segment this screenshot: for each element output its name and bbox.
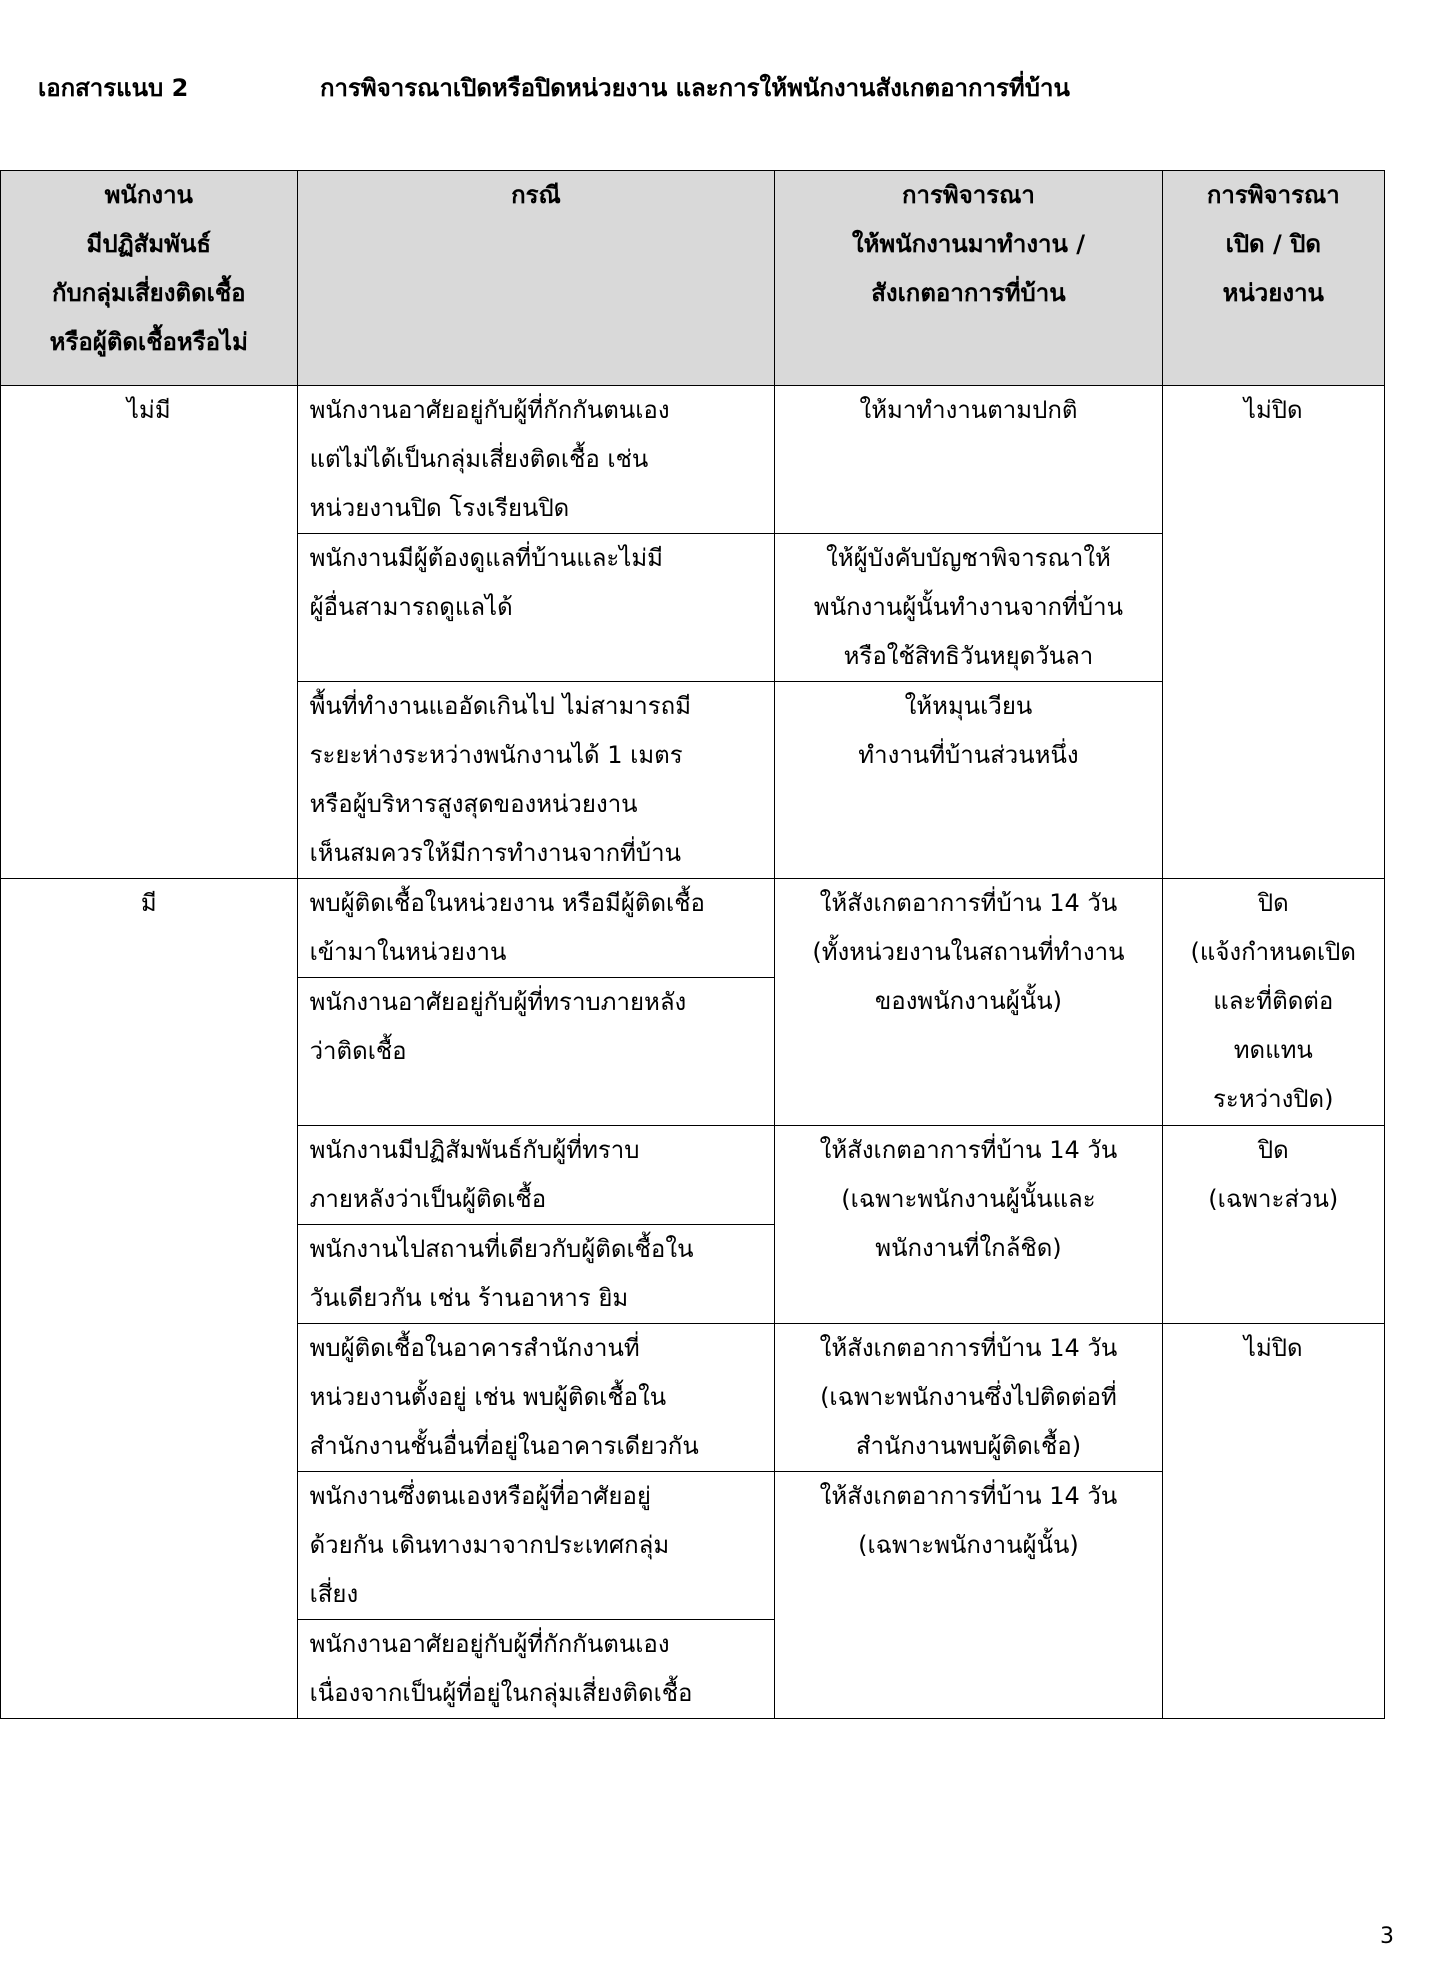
case-cell: พบผู้ติดเชื้อในหน่วยงาน หรือมีผู้ติดเชื้อ เข้ามาในหน่วยงาน <box>297 879 775 978</box>
group-label-no: ไม่มี <box>1 386 298 879</box>
table-row <box>1 879 1385 978</box>
case-cell: พนักงานมีผู้ต้องดูแลที่บ้านและไม่มี ผู้อื่นสามารถดูแลได้ <box>297 534 775 682</box>
table-row <box>1 386 1385 534</box>
decision-cell: ให้สังเกตอาการที่บ้าน 14 วัน (เฉพาะพนักงานซึ่งไปติดต่อที่ สำนักงานพบผู้ติดเชื้อ) <box>775 1324 1162 1472</box>
decision-cell: ให้ผู้บังคับบัญชาพิจารณาให้ พนักงานผู้นั้นทำงานจากที่บ้าน หรือใช้สิทธิวันหยุดวันลา <box>775 534 1162 682</box>
closure-cell: ปิด (เฉพาะส่วน) <box>1162 1126 1384 1324</box>
case-cell: พนักงานไปสถานที่เดียวกับผู้ติดเชื้อใน วันเดียวกัน เช่น ร้านอาหาร ยิม <box>297 1225 775 1324</box>
column-header-closure-decision: การพิจารณา เปิด / ปิด หน่วยงาน <box>1162 171 1384 386</box>
case-cell: พบผู้ติดเชื้อในอาคารสำนักงานที่ หน่วยงานตั้งอยู่ เช่น พบผู้ติดเชื้อใน สำนักงานชั้นอื่นที่อยู่ในอาคารเดียวกัน <box>297 1324 775 1472</box>
decision-cell: ให้สังเกตอาการที่บ้าน 14 วัน (เฉพาะพนักงานผู้นั้น) <box>775 1472 1162 1719</box>
closure-cell: ไม่ปิด <box>1162 1324 1384 1719</box>
decision-cell: ให้มาทำงานตามปกติ <box>775 386 1162 534</box>
attachment-ref: เอกสารแนบ 2 <box>38 74 189 102</box>
document-title: การพิจารณาเปิดหรือปิดหน่วยงาน และการให้พนักงานสังเกตอาการที่บ้าน <box>320 74 1070 102</box>
decision-cell: ให้หมุนเวียน ทำงานที่บ้านส่วนหนึ่ง <box>775 682 1162 879</box>
column-header-interaction: พนักงาน มีปฏิสัมพันธ์ กับกลุ่มเสี่ยงติดเชื้อ หรือผู้ติดเชื้อหรือไม่ <box>1 171 298 386</box>
column-header-work-decision: การพิจารณา ให้พนักงานมาทำงาน / สังเกตอาการที่บ้าน <box>775 171 1162 386</box>
closure-cell: ไม่ปิด <box>1162 386 1384 879</box>
group-label-yes: มี <box>1 879 298 1719</box>
case-cell: พนักงานซึ่งตนเองหรือผู้ที่อาศัยอยู่ ด้วยกัน เดินทางมาจากประเทศกลุ่ม เสี่ยง <box>297 1472 775 1620</box>
case-cell: พนักงานอาศัยอยู่กับผู้ที่กักกันตนเอง แต่ไม่ได้เป็นกลุ่มเสี่ยงติดเชื้อ เช่น หน่วยงานปิด โรงเรียนปิด <box>297 386 775 534</box>
page-number: 3 <box>1380 1924 1394 1949</box>
document-header <box>38 68 1398 114</box>
column-header-case: กรณี <box>297 171 775 386</box>
consideration-table <box>0 170 1385 1719</box>
closure-cell: ปิด (แจ้งกำหนดเปิด และที่ติดต่อ ทดแทน ระหว่างปิด) <box>1162 879 1384 1126</box>
case-cell: พนักงานมีปฏิสัมพันธ์กับผู้ที่ทราบ ภายหลังว่าเป็นผู้ติดเชื้อ <box>297 1126 775 1225</box>
case-cell: พื้นที่ทำงานแออัดเกินไป ไม่สามารถมี ระยะห่างระหว่างพนักงานได้ 1 เมตร หรือผู้บริหารสูงสุดของหน่วยงาน เห็นสมควรให้มีการทำงานจากที่บ้าน <box>297 682 775 879</box>
case-cell: พนักงานอาศัยอยู่กับผู้ที่กักกันตนเอง เนื่องจากเป็นผู้ที่อยู่ในกลุ่มเสี่ยงติดเชื้อ <box>297 1620 775 1719</box>
decision-cell: ให้สังเกตอาการที่บ้าน 14 วัน (ทั้งหน่วยงานในสถานที่ทำงาน ของพนักงานผู้นั้น) <box>775 879 1162 1126</box>
case-cell: พนักงานอาศัยอยู่กับผู้ที่ทราบภายหลัง ว่าติดเชื้อ <box>297 978 775 1126</box>
decision-cell: ให้สังเกตอาการที่บ้าน 14 วัน (เฉพาะพนักงานผู้นั้นและ พนักงานที่ใกล้ชิด) <box>775 1126 1162 1324</box>
table-header-row <box>1 171 1385 386</box>
